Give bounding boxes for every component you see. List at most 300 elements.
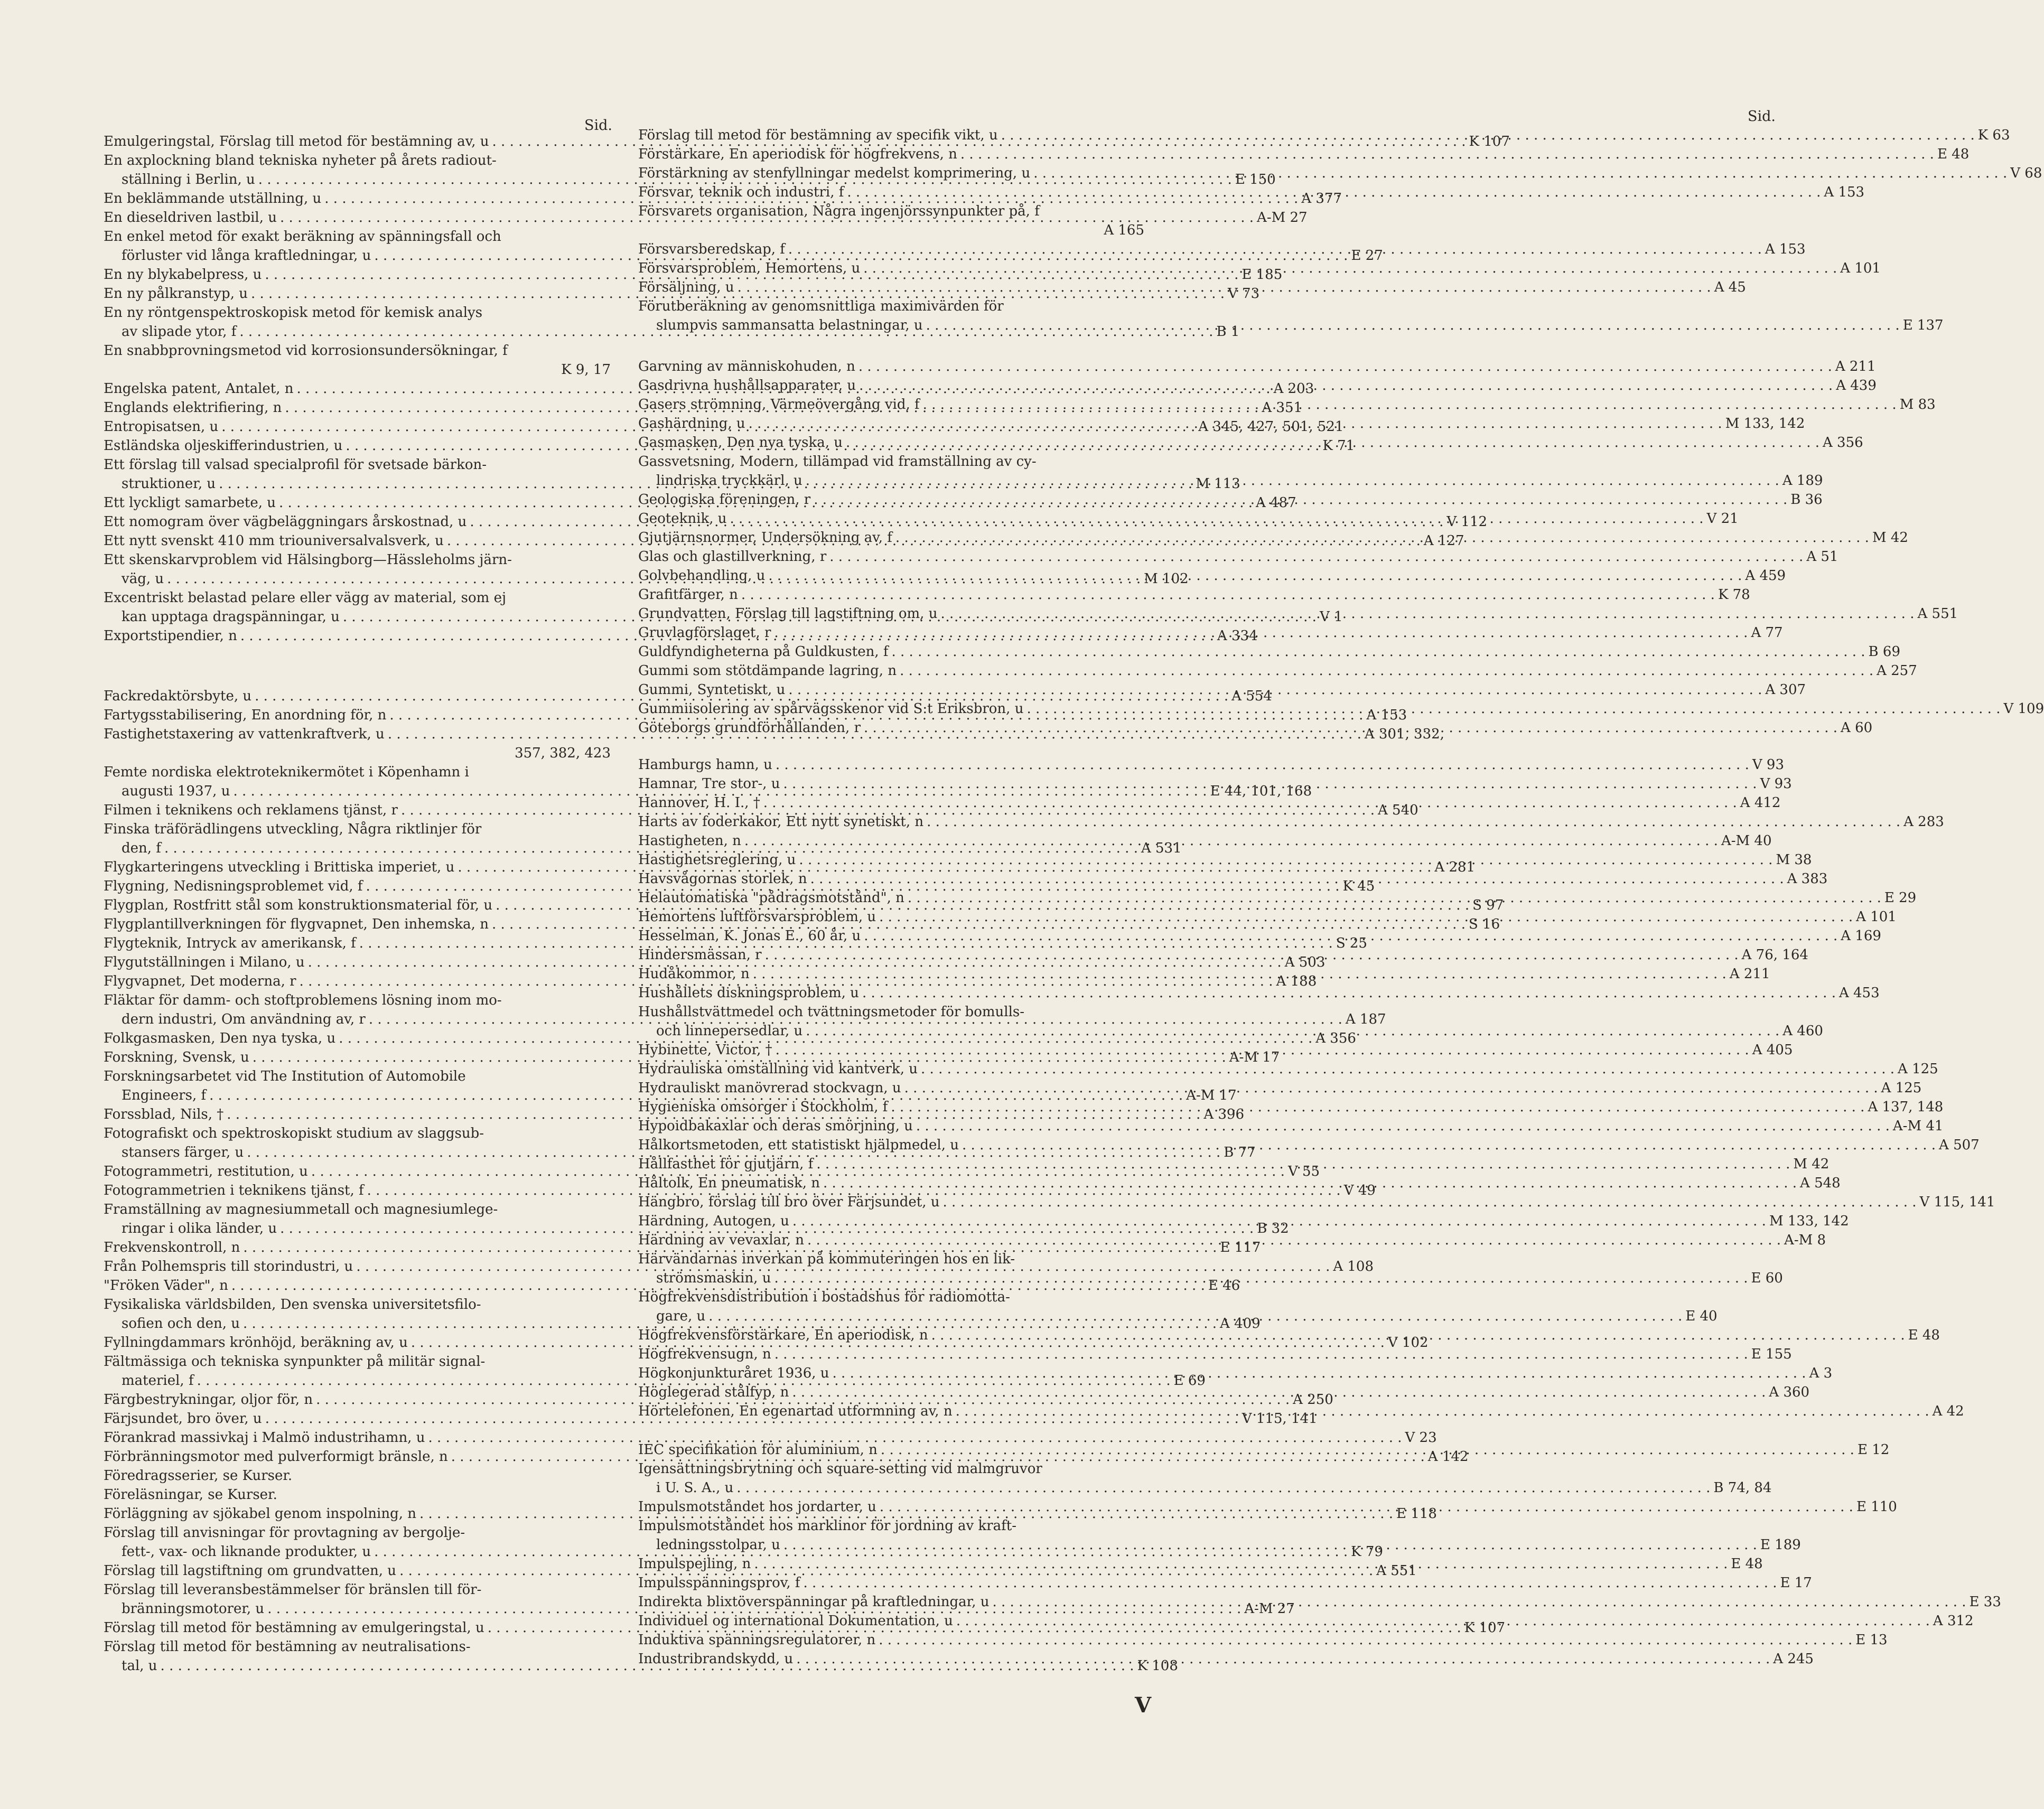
index-entry	[638, 1573, 1812, 1592]
entry-text: bränningsmotorer, u	[122, 1601, 265, 1617]
entry-text: Göteborgs grundförhållanden, r	[638, 720, 861, 736]
index-entry	[638, 1459, 1772, 1497]
entry-reference: E 118	[1396, 1506, 1437, 1522]
leader-dots	[774, 1269, 1748, 1288]
entry-text: Förstärkare, En aperiodisk för högfrekvens, n	[638, 146, 957, 162]
index-entry	[638, 1193, 1995, 1212]
leader-dots	[803, 1573, 1777, 1592]
entry-reference: A 257	[1877, 663, 1917, 679]
leader-dots	[768, 566, 1742, 585]
leader-dots	[807, 1231, 1781, 1250]
entry-reference: A 356	[1315, 1030, 1356, 1046]
entry-reference: A 165	[1104, 222, 1144, 238]
entry-text: Gummiisolering av spårvägsskenor vid S:t Eriksbron, u	[638, 701, 1024, 717]
entry-reference: A 101	[1840, 260, 1881, 276]
entry-reference: V 23	[1405, 1430, 1437, 1446]
entry-reference: E 60	[1751, 1270, 1783, 1286]
leader-dots	[862, 983, 1836, 1002]
leader-dots	[753, 964, 1726, 983]
entry-text: Högfrekvensugn, n	[638, 1346, 771, 1362]
entry-reference: A 487	[1256, 495, 1296, 511]
index-entry	[638, 202, 1144, 240]
entry-line	[638, 1060, 1938, 1079]
leader-dots	[847, 183, 1821, 202]
leader-dots	[806, 471, 1779, 490]
entry-text: Hybinette, Victor, †	[638, 1042, 772, 1058]
entry-reference: B 32	[1257, 1221, 1289, 1236]
entry-text: Föreläsningar, se Kurser.	[104, 1487, 277, 1503]
leader-dots	[863, 259, 1837, 278]
entry-text: Fotogrammetrien i teknikens tjänst, f	[104, 1183, 364, 1198]
leader-dots	[846, 433, 1819, 452]
entry-reference: A 503	[1284, 954, 1326, 970]
entry-text: Förslag till metod för bestämning av emulgeringstal, u	[104, 1620, 484, 1636]
entry-reference: A 283	[1903, 814, 1944, 830]
leader-dots	[859, 376, 1833, 395]
entry-reference: A 405	[1752, 1042, 1793, 1058]
entry-reference: M 42	[1872, 530, 1908, 546]
entry-text: Gummi som stötdämpande lagring, n	[638, 663, 897, 679]
leader-dots	[763, 793, 1737, 812]
entry-line	[638, 1193, 1995, 1212]
entry-text: Hållfasthet för gjutjärn, f	[638, 1156, 814, 1172]
entry-text: Gassvetsning, Modern, tillämpad vid framställning av cy-	[638, 454, 1037, 470]
entry-text: Förslag till metod för bestämning av specifik vikt, u	[638, 127, 998, 143]
entry-reference: V 55	[1287, 1164, 1320, 1179]
entry-reference: E 185	[1242, 267, 1283, 283]
entry-text: Englands elektrifiering, n	[104, 400, 282, 416]
entry-text: materiel, f	[122, 1373, 194, 1389]
entry-reference: K 78	[1718, 587, 1750, 603]
entry-reference: A 77	[1751, 625, 1783, 641]
entry-text: Hängbro, förslag till bro över Färjsundet, u	[638, 1194, 940, 1210]
entry-text: i U. S. A., u	[656, 1480, 734, 1496]
entry-reference: V 109	[2003, 701, 2044, 717]
entry-text: Flygplantillverkningen för flygvapnet, Den inhemska, n	[104, 916, 489, 932]
index-entry	[638, 585, 1750, 604]
entry-reference: A 60	[1841, 720, 1873, 736]
leader-dots	[792, 1212, 1766, 1231]
entry-text: Håltolk, En pneumatisk, n	[638, 1175, 820, 1191]
entry-text: Förläggning av sjökabel genom inspolning, n	[104, 1506, 416, 1522]
entry-text: Föredragsserier, se Kurser.	[104, 1468, 293, 1484]
entry-text: kan upptaga dragspänningar, u	[122, 609, 340, 625]
entry-reference: M 38	[1776, 852, 1812, 868]
entry-reference: V 21	[1706, 511, 1739, 527]
page-column-header: Sid.	[1748, 108, 1776, 125]
entry-text: Förslag till anvisningar för provtagning av bergolje-	[104, 1525, 465, 1541]
leader-dots	[916, 1117, 1890, 1136]
entry-text: Försvarets organisation, Några ingenjörssynpunkter på, f	[638, 203, 1040, 219]
entry-text: Forskning, Svensk, u	[104, 1049, 249, 1065]
entry-reference: A 412	[1740, 795, 1781, 811]
entry-text: struktioner, u	[122, 476, 216, 492]
leader-dots	[880, 1497, 1853, 1516]
entry-reference: A 351	[1262, 400, 1303, 416]
leader-dots	[788, 680, 1762, 699]
entry-reference: E 110	[1856, 1499, 1897, 1515]
entry-line	[638, 547, 1838, 566]
entry-text: Garvning av människohuden, n	[638, 359, 855, 374]
entry-text: Grundvatten, Förslag till lagstiftning om, u	[638, 606, 938, 622]
leader-dots	[858, 357, 1832, 376]
leader-dots	[962, 1136, 1936, 1155]
entry-reference: S 25	[1336, 935, 1367, 951]
entry-text: Fläktar för damm- och stoftproblemens lösning inom mo-	[104, 992, 502, 1008]
entry-reference: A 334	[1217, 628, 1258, 644]
entry-text: Hydrauliska omställning vid kantverk, u	[638, 1061, 918, 1077]
entry-reference: A 125	[1898, 1061, 1938, 1077]
entry-text: En enkel metod för exakt beräkning av spänningsfall och	[104, 229, 501, 245]
leader-dots	[993, 1592, 1966, 1611]
leader-dots	[730, 509, 1704, 528]
entry-reference: M 102	[1144, 571, 1189, 587]
entry-text: Indirekta blixtöverspänningar på kraftledningar, u	[638, 1594, 990, 1610]
entry-text: Havsvågornas storlek, n	[638, 871, 807, 887]
entry-text: Hörtelefonen, En egenartad utformning av, n	[638, 1403, 953, 1419]
entry-text: den, f	[122, 840, 161, 856]
entry-reference: A 245	[1773, 1651, 1814, 1667]
leader-dots	[738, 278, 1711, 297]
leader-dots	[943, 1193, 1917, 1212]
leader-dots	[783, 1535, 1757, 1554]
index-entry	[104, 1466, 611, 1485]
entry-reference: A 360	[1769, 1384, 1810, 1400]
entry-text: En dieseldriven lastbil, u	[104, 210, 277, 226]
leader-dots	[956, 1611, 1930, 1630]
leader-dots	[879, 1630, 1852, 1649]
entry-reference: A 409	[1220, 1316, 1261, 1332]
entry-reference: A 211	[1835, 359, 1876, 374]
entry-text: ledningsstolpar, u	[656, 1537, 780, 1553]
entry-line	[638, 642, 1900, 661]
entry-text: strömsmaskin, u	[656, 1270, 771, 1286]
leader-dots	[926, 316, 1900, 335]
entry-text: Forssblad, Nils, †	[104, 1107, 224, 1122]
index-entry	[638, 983, 1880, 1002]
entry-reference: A-M 40	[1721, 833, 1772, 849]
entry-text: "Fröken Väder", n	[104, 1278, 228, 1294]
entry-reference: K 45	[1342, 878, 1375, 894]
entry-reference: A 460	[1782, 1023, 1823, 1039]
leader-dots	[754, 1554, 1728, 1573]
entry-reference: A 301, 332,	[1364, 726, 1444, 742]
entry-reference: M 133, 142	[1725, 416, 1805, 432]
entry-text: Hålkortsmetoden, ett statistiskt hjälpmedel, u	[638, 1137, 959, 1153]
entry-reference: V 49	[1343, 1183, 1376, 1198]
leader-dots	[814, 490, 1787, 509]
leader-dots	[788, 240, 1762, 259]
entry-reference: A 142	[1427, 1449, 1469, 1465]
entry-reference: K 108	[1137, 1658, 1178, 1674]
entry-text: Hastighetsreglering, u	[638, 852, 796, 868]
entry-text: Gashärdning, u	[638, 416, 745, 432]
leader-dots	[960, 145, 1934, 164]
entry-reference: E 27	[1351, 248, 1383, 264]
entry-text: Grafitfärger, n	[638, 587, 738, 603]
entry-text: Förutberäkning av genomsnittliga maximivärden för	[638, 298, 1004, 314]
entry-reference: A-M 17	[1229, 1049, 1280, 1065]
entry-text: Hindersmässan, r	[638, 947, 762, 963]
entry-text: Höglegerad stålfyp, n	[638, 1384, 789, 1400]
entry-text: Färjsundet, bro över, u	[104, 1411, 262, 1427]
entry-text: Ett lyckligt samarbete, u	[104, 495, 276, 511]
leader-dots	[1001, 126, 1975, 145]
entry-reference: B 1	[1216, 324, 1240, 340]
entry-reference: A 127	[1423, 533, 1464, 549]
entry-text: Gummi, Syntetiskt, u	[638, 682, 786, 698]
entry-reference: V 1	[1319, 609, 1343, 625]
entry-text: fett-, vax- och liknande produkter, u	[122, 1544, 371, 1560]
entry-reference: B 77	[1224, 1145, 1256, 1160]
entry-reference: A-M 27	[1244, 1601, 1295, 1617]
entry-text: Hamburgs hamn, u	[638, 757, 772, 773]
entry-text: En ny röntgenspektroskopisk metod för kemisk analys	[104, 305, 483, 321]
entry-reference: E 69	[1173, 1373, 1206, 1389]
entry-text: Hypoidbakaxlar och deras smörjning, u	[638, 1118, 913, 1134]
entry-text: Fartygsstabilisering, En anordning för, n	[104, 707, 387, 723]
entry-text: Högfrekvensförstärkare, En aperiodisk, n	[638, 1327, 928, 1343]
entry-text: Excentriskt belastad pelare eller vägg av material, som ej	[104, 590, 507, 606]
entry-text: Förbränningsmotor med pulverformigt bränsle, n	[104, 1449, 448, 1465]
leader-dots	[774, 623, 1748, 642]
index-entry	[104, 1485, 611, 1504]
leader-dots	[927, 812, 1900, 831]
entry-reference: B 69	[1868, 644, 1900, 660]
entry-reference: A 153	[1824, 184, 1865, 200]
entry-reference: E 44, 101, 168	[1210, 783, 1312, 799]
entry-text: Induktiva spänningsregulatorer, n	[638, 1632, 876, 1648]
leader-dots	[776, 755, 1749, 774]
leader-dots	[829, 547, 1803, 566]
entry-line	[638, 1478, 1772, 1497]
index-entry	[638, 812, 1944, 831]
entry-text: Frekvenskontroll, n	[104, 1240, 240, 1255]
entry-reference: A 250	[1293, 1392, 1333, 1408]
entry-text: Fotogrammetri, restitution, u	[104, 1164, 308, 1179]
entry-reference: M 42	[1793, 1156, 1830, 1172]
entry-line	[638, 145, 1970, 164]
leader-dots	[921, 1060, 1894, 1079]
entry-text: Förankrad massivkaj i Malmö industrihamn, u	[104, 1430, 425, 1446]
leader-dots	[923, 395, 1897, 414]
entry-reference: E 48	[1908, 1327, 1940, 1343]
entry-reference: B 74, 84	[1713, 1480, 1772, 1496]
leader-dots	[879, 907, 1853, 926]
entry-text: Hamnar, Tre stor-, u	[638, 776, 780, 792]
entry-text: Försvarsberedskap, f	[638, 241, 785, 257]
leader-dots	[940, 604, 1914, 623]
entry-text: av slipade ytor, f	[122, 324, 237, 340]
entry-reference: V 115, 141	[1242, 1411, 1318, 1427]
leader-dots	[708, 1307, 1682, 1326]
entry-text: Igensättningsbrytning och square-setting vid malmgruvor	[638, 1461, 1042, 1477]
entry-text: Fotografiskt och spektroskopiskt studium av slaggsub-	[104, 1126, 484, 1141]
entry-text: stansers färger, u	[122, 1145, 244, 1160]
entry-line	[638, 983, 1880, 1002]
entry-text: Hesselman, K. Jonas E., 60 år, u	[638, 928, 861, 944]
entry-reference: A 531	[1141, 840, 1182, 856]
entry-reference: M 83	[1899, 397, 1936, 413]
entry-reference: A 187	[1345, 1011, 1386, 1027]
entry-text: Exportstipendier, n	[104, 628, 237, 644]
entry-text: Flygplan, Rostfritt stål som konstruktionsmaterial för, u	[104, 897, 493, 913]
entry-text: Hastigheten, n	[638, 833, 741, 849]
entry-reference: M 133, 142	[1769, 1213, 1849, 1229]
entry-reference: A 377	[1301, 191, 1342, 207]
entry-text: En beklämmande utställning, u	[104, 191, 322, 207]
entry-text: Flygvapnet, Det moderna, r	[104, 973, 296, 989]
entry-text: Fastighetstaxering av vattenkraftverk, u	[104, 726, 385, 742]
entry-text: Förstärkning av stenfyllningar medelst komprimering, u	[638, 165, 1031, 181]
entry-line	[638, 357, 1876, 376]
entry-text: Geoteknik, u	[638, 511, 727, 527]
entry-reference: E 46	[1208, 1278, 1240, 1294]
entry-text: Gjutjärnsnormer, Undersökning av, f	[638, 530, 892, 546]
leader-dots	[792, 1383, 1766, 1402]
entry-text: gare, u	[656, 1308, 706, 1324]
entry-text: Gruvlagförslaget, r	[638, 625, 771, 641]
entry-reference: M 113	[1196, 476, 1240, 492]
entry-text: och linnepersedlar, u	[656, 1023, 803, 1039]
entry-reference: A-M 41	[1892, 1118, 1944, 1134]
entry-reference: E 17	[1780, 1575, 1812, 1591]
leader-dots	[833, 1364, 1806, 1383]
index-entry	[638, 1117, 1944, 1136]
entry-text: Hushållstvättmedel och tvättningsmetoder för bomulls-	[638, 1004, 1025, 1020]
entry-reference: A 551	[1917, 606, 1958, 622]
entry-reference: S 16	[1468, 916, 1500, 932]
index-entry	[638, 642, 1900, 661]
entry-reference: V 73	[1228, 286, 1260, 302]
entry-reference: A 45	[1714, 279, 1746, 295]
entry-reference: V 68	[2010, 165, 2042, 181]
entry-text: Förslag till leveransbestämmelser för bränslen till för-	[104, 1582, 482, 1598]
entry-line	[638, 661, 1917, 680]
entry-text: Fältmässiga och tekniska synpunkter på militär signal-	[104, 1354, 486, 1370]
index-entry	[638, 547, 1838, 566]
leader-dots	[895, 528, 1869, 547]
entry-reference: A 383	[1787, 871, 1828, 887]
index-entry	[638, 661, 1917, 680]
entry-text: Entropisatsen, u	[104, 419, 219, 435]
leader-dots	[806, 1021, 1779, 1041]
entry-text: Gasers strömning, Värmeövergång vid, f	[638, 397, 920, 413]
entry-text: Försvarsproblem, Hemortens, u	[638, 260, 861, 276]
entry-text: Engineers, f	[122, 1088, 207, 1103]
entry-text: Förslag till metod för bestämning av neutralisations-	[104, 1639, 471, 1655]
entry-text: Fackredaktörsbyte, u	[104, 688, 252, 704]
entry-text: Fyllningdammars krönhöjd, beräkning av, u	[104, 1335, 408, 1351]
entry-text: Impulsmotståndet hos marklinor för jordning av kraft-	[638, 1518, 1017, 1534]
entry-text: Filmen i teknikens och reklamens tjänst, r	[104, 802, 398, 818]
entry-text: Gasmasken, Den nya tyska, u	[638, 435, 843, 451]
entry-reference: K 9, 17	[561, 362, 611, 378]
entry-reference: B 36	[1790, 492, 1823, 508]
entry-text: ringar i olika länder, u	[122, 1221, 277, 1236]
leader-dots	[956, 1402, 1929, 1421]
entry-text: Flygkarteringens utveckling i Brittiska imperiet, u	[104, 859, 455, 875]
entry-reference: A 540	[1378, 802, 1418, 818]
entry-text: Ett skenskarvproblem vid Hälsingborg—Hässleholms järn-	[104, 552, 512, 568]
entry-reference: V 115, 141	[1919, 1194, 1995, 1210]
leader-dots	[1033, 164, 2007, 183]
entry-text: En axplockning bland tekniska nyheter på årets radiout-	[104, 153, 497, 168]
leader-dots	[823, 1174, 1797, 1193]
leader-dots	[776, 1041, 1749, 1060]
entry-reference: E 117	[1220, 1240, 1261, 1255]
leader-dots	[816, 1155, 1790, 1174]
entry-reference: E 12	[1857, 1442, 1890, 1458]
entry-text: Försvar, teknik och industri, f	[638, 184, 844, 200]
entry-reference: E 150	[1235, 172, 1276, 188]
entry-reference: E 48	[1731, 1556, 1763, 1572]
entry-text: lindriska tryckkärl, u	[656, 473, 802, 489]
entry-line	[638, 755, 1784, 774]
leader-dots	[904, 1079, 1878, 1098]
entry-text: ställning i Berlin, u	[122, 172, 255, 188]
leader-dots	[774, 1345, 1748, 1364]
entry-text: Golvbehandling, u	[638, 568, 766, 584]
entry-text: Estländska oljeskifferindustrien, u	[104, 438, 343, 454]
entry-text: sofien och den, u	[122, 1316, 240, 1332]
leader-dots	[783, 774, 1757, 793]
entry-reference: V 112	[1446, 514, 1488, 530]
entry-text: Härvändarnas inverkan på kommuteringen hos en lik-	[638, 1251, 1015, 1267]
entry-text: En ny pålkranstyp, u	[104, 286, 248, 302]
entry-text: Impulspejling, n	[638, 1556, 751, 1572]
index-entry	[638, 1630, 1888, 1649]
entry-reference: K 107	[1469, 134, 1510, 149]
index-entry	[104, 1428, 1437, 1447]
entry-reference: A-M 8	[1784, 1232, 1826, 1248]
index-entry	[638, 1060, 1938, 1079]
entry-line	[104, 1428, 1437, 1447]
entry-reference: E 33	[1969, 1594, 2001, 1610]
entry-text: Framställning av magnesiummetall och magnesiumlege-	[104, 1202, 498, 1217]
entry-reference: V 102	[1387, 1335, 1429, 1351]
index-entry	[104, 341, 611, 379]
entry-text: Impulsspänningsprov, f	[638, 1575, 800, 1591]
entry-text: Individuel og international Dokumentation, u	[638, 1613, 953, 1629]
leader-dots	[744, 831, 1718, 850]
leader-dots	[749, 414, 1722, 433]
entry-reference: A 125	[1881, 1080, 1922, 1096]
index-entry	[638, 755, 1784, 774]
entry-reference: E 189	[1760, 1537, 1801, 1553]
entry-text: augusti 1937, u	[122, 783, 230, 799]
entry-reference: A 101	[1856, 909, 1897, 925]
entry-reference: E 137	[1902, 317, 1944, 333]
entry-reference: A 551	[1376, 1563, 1417, 1579]
entry-text: Fysikaliska världsbilden, Den svenska universitetsfilo-	[104, 1297, 481, 1313]
entry-reference: K 63	[1977, 127, 2010, 143]
entry-reference: A 281	[1434, 859, 1476, 875]
entry-line	[638, 1630, 1888, 1649]
leader-dots	[799, 850, 1772, 869]
entry-reference: A 51	[1806, 549, 1838, 565]
entry-reference: A 203	[1273, 381, 1314, 397]
entry-reference: K 71	[1322, 438, 1355, 454]
leader-dots	[864, 926, 1837, 945]
entry-text: Ett förslag till valsad specialprofil för svetsade bärkon-	[104, 457, 487, 473]
entry-reference: A 345, 427, 501, 521	[1198, 419, 1344, 435]
entry-reference: A 453	[1838, 985, 1880, 1001]
index-entry	[638, 145, 1970, 164]
entry-text: Försäljning, u	[638, 279, 734, 295]
entry-text: Härdning av vevaxlar, n	[638, 1232, 805, 1248]
entry-reference: S 97	[1472, 897, 1504, 913]
